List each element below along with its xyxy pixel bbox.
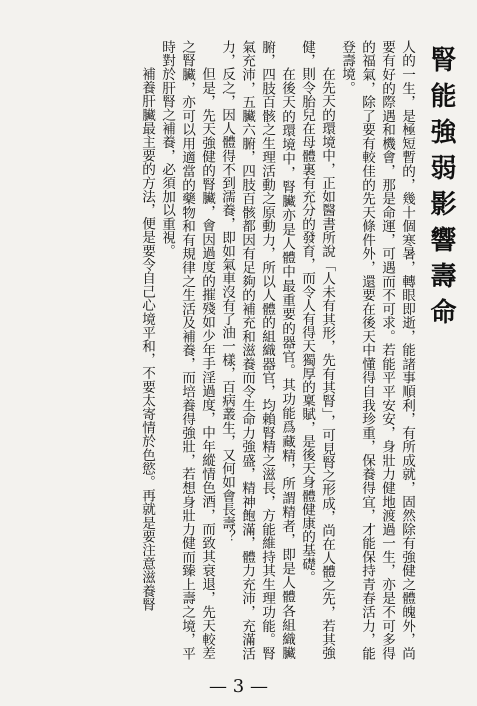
- paragraph: 在後天的環境中，腎臟亦是人體中最重要的器官。其功能爲藏精，所謂精者，即是人體各組織臟腑，四肢百骸之生理活動之原動力，所以人體的組織器官，均賴腎精之滋長，方能維持其生理功能。腎氣充沛，五臟六腑，四肢百骸都因有足夠的補充和滋養而令生命力強盛，精神飽滿，體力充沛，充滿活力，反之，因人體得不到濡養，即如氣車沒有了油一樣，百病叢生，又何如會長壽？: [219, 40, 295, 660]
- chapter-title: 腎能強弱影響壽命: [426, 46, 456, 334]
- body-text: [137, 40, 417, 660]
- paragraph: 補養肝臟最主要的方法，便是要令自己心境平和，不要太寄情於色慾。再就是要注意滋養腎: [139, 67, 155, 612]
- paragraph: 在先天的環境中，正如醫書所說「人未有其形，先有其腎」，可見腎之形成，尚在人體之先，若其強健，則令胎兒在母體裏有充分的發育，而令人有得天獨厚的稟賦，是後天身體健康的基礎。: [299, 40, 335, 660]
- paragraph: 人的一生，是極短暫的，幾十個寒暑，轉眼即逝，能諸事順利，有所成就，固然除有強健之體魄外，尚要有好的際遇和機會，那是命運，可遇而不可求。若能平平安安，身壯力健地渡過一生，亦是不可多得的福氣，除了要有較佳的先天條件外，還要在後天中懂得自我珍重，保養得宜，才能保持青春活力，能登壽境。: [339, 40, 415, 660]
- paragraph: 但是，先天強健的腎臟，會因過度的摧殘如少年手淫過度，中年縱情色酒，而致其衰退，先天較差之腎臟，亦可以用適當的藥物和有規律之生活及補養，而培養得強壯，若想身壯力健而臻上壽之境，平時對於肝腎之補養，必須加以重視。: [159, 40, 215, 660]
- page-number: — 3 —: [209, 676, 268, 697]
